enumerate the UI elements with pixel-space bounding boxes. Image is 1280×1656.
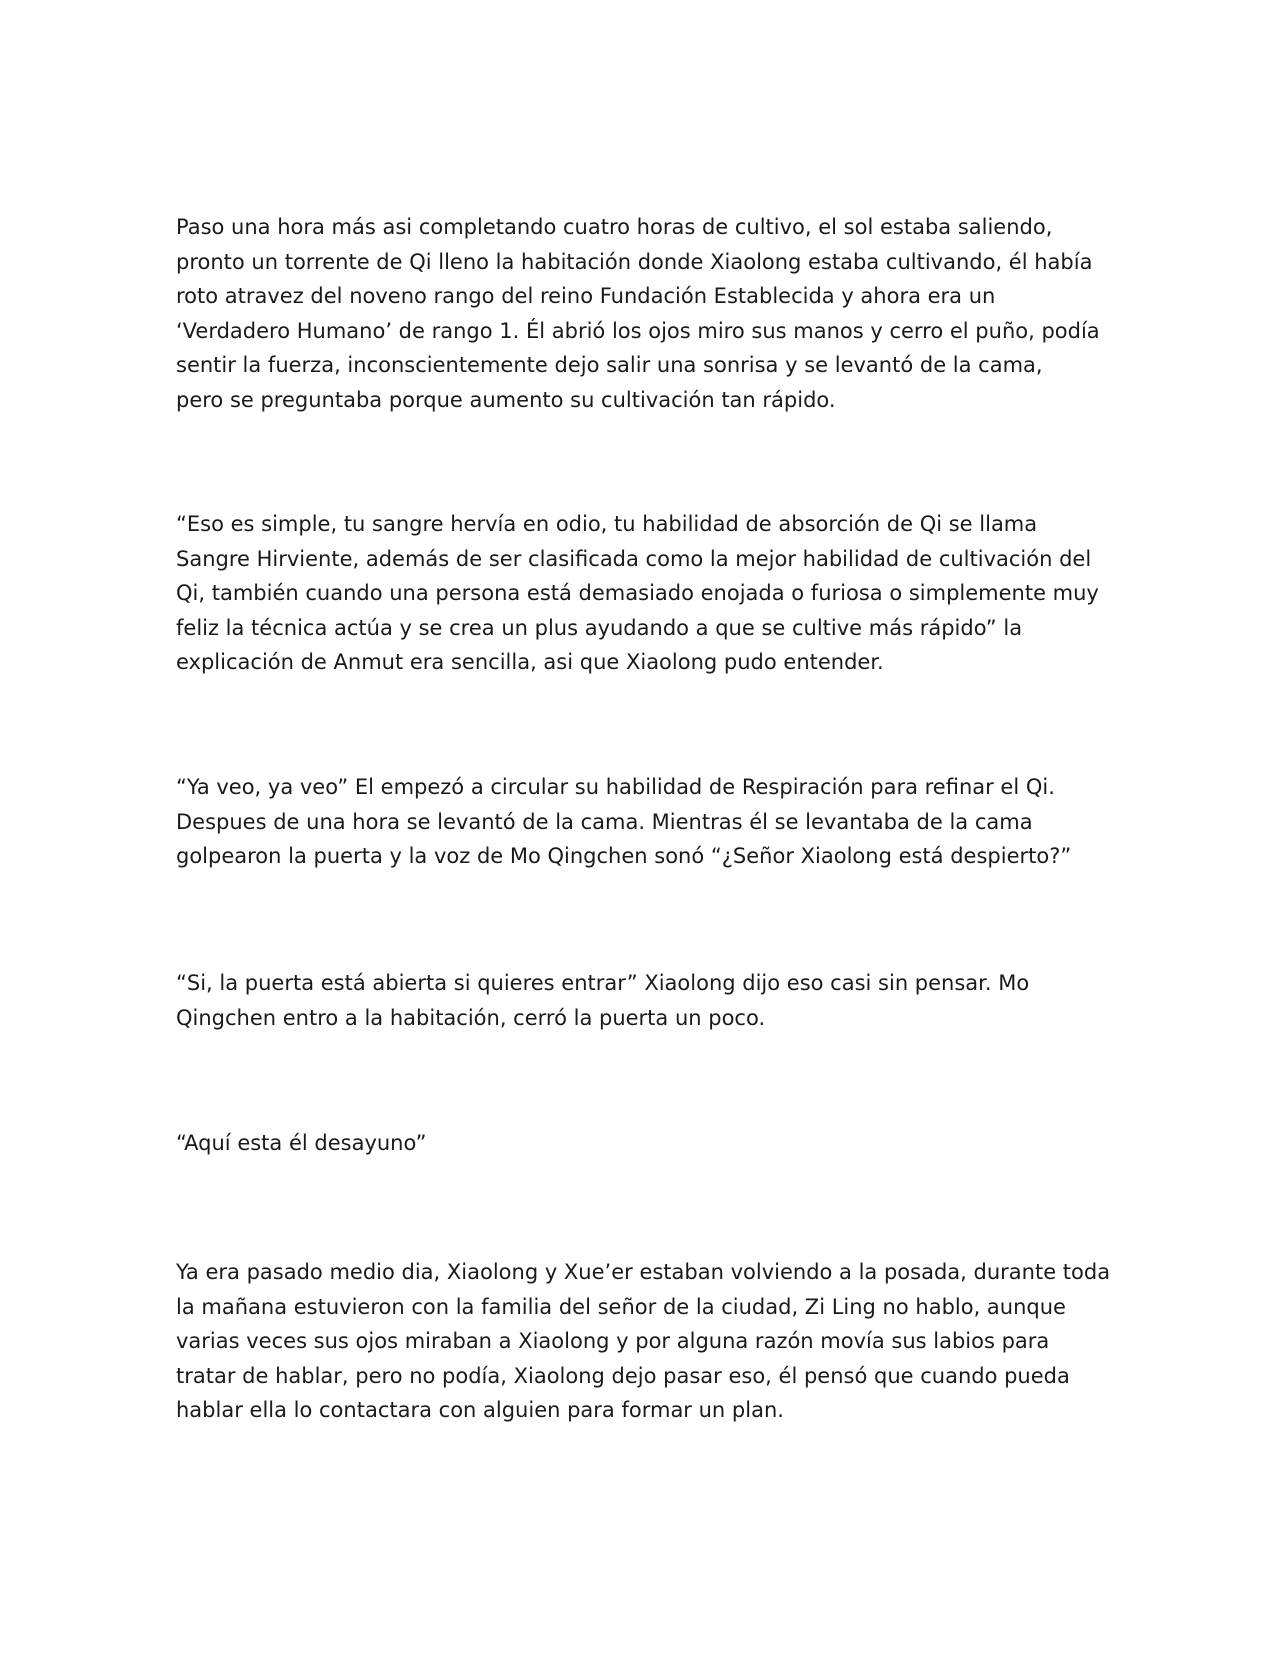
paragraph-line: ‘Verdadero Humano’ de rango 1. Él abrió los ojos miro sus manos y cerro el puño, podía xyxy=(176,318,1100,343)
paragraph-line: golpearon la puerta y la voz de Mo Qingchen sonó “¿Señor Xiaolong está despierto?” xyxy=(176,844,1072,868)
paragraph-line: sentir la fuerza, inconscientemente dejo salir una sonrisa y se levantó de la cama, xyxy=(176,353,1043,377)
paragraph-4 xyxy=(176,966,1106,1035)
paragraph-line: varias veces sus ojos miraban a Xiaolong y por alguna razón movía sus labios para xyxy=(176,1329,1050,1353)
paragraph-line: “Aquí esta él desayuno” xyxy=(176,1131,427,1155)
paragraph-line: “Si, la puerta está abierta si quieres entrar” Xiaolong dijo eso casi sin pensar. Mo xyxy=(176,971,1030,995)
paragraph-line: tratar de hablar, pero no podía, Xiaolong dejo pasar eso, él pensó que cuando pueda xyxy=(176,1363,1070,1388)
paragraph-1 xyxy=(176,210,1106,417)
paragraph-line: feliz la técnica actúa y se crea un plus ayudando a que se cultive más rápido” la xyxy=(176,615,1023,640)
paragraph-5 xyxy=(176,1126,1106,1161)
paragraph-line: Sangre Hirviente, además de ser clasificada como la mejor habilidad de cultivación del xyxy=(176,546,1092,571)
paragraph-line: explicación de Anmut era sencilla, asi que Xiaolong pudo entender. xyxy=(176,650,884,674)
paragraph-line: pronto un torrente de Qi lleno la habitación donde Xiaolong estaba cultivando, él había xyxy=(176,249,1093,274)
paragraph-2 xyxy=(176,507,1106,680)
paragraph-line: hablar ella lo contactara con alguien para formar un plan. xyxy=(176,1398,784,1422)
paragraph-line: Paso una hora más asi completando cuatro horas de cultivo, el sol estaba saliendo, xyxy=(176,215,1053,239)
paragraph-line: la mañana estuvieron con la familia del señor de la ciudad, Zi Ling no hablo, aunque xyxy=(176,1294,1066,1319)
paragraph-3 xyxy=(176,770,1106,874)
paragraph-line: “Eso es simple, tu sangre hervía en odio, tu habilidad de absorción de Qi se llama xyxy=(176,512,1038,536)
paragraph-6 xyxy=(176,1255,1111,1428)
paragraph-line: Ya era pasado medio dia, Xiaolong y Xue’er estaban volviendo a la posada, durante toda xyxy=(176,1260,1111,1284)
paragraph-line: roto atravez del noveno rango del reino Fundación Establecida y ahora era un xyxy=(176,284,996,308)
paragraph-line: Qi, también cuando una persona está demasiado enojada o furiosa o simplemente muy xyxy=(176,581,1099,605)
paragraph-line: pero se preguntaba porque aumento su cultivación tan rápido. xyxy=(176,387,836,412)
paragraph-line: Qingchen entro a la habitación, cerró la puerta un poco. xyxy=(176,1005,766,1030)
paragraph-line: “Ya veo, ya veo” El empezó a circular su habilidad de Respiración para refinar el Qi. xyxy=(176,775,1055,799)
paragraph-line: Despues de una hora se levantó de la cama. Mientras él se levantaba de la cama xyxy=(176,809,1033,834)
